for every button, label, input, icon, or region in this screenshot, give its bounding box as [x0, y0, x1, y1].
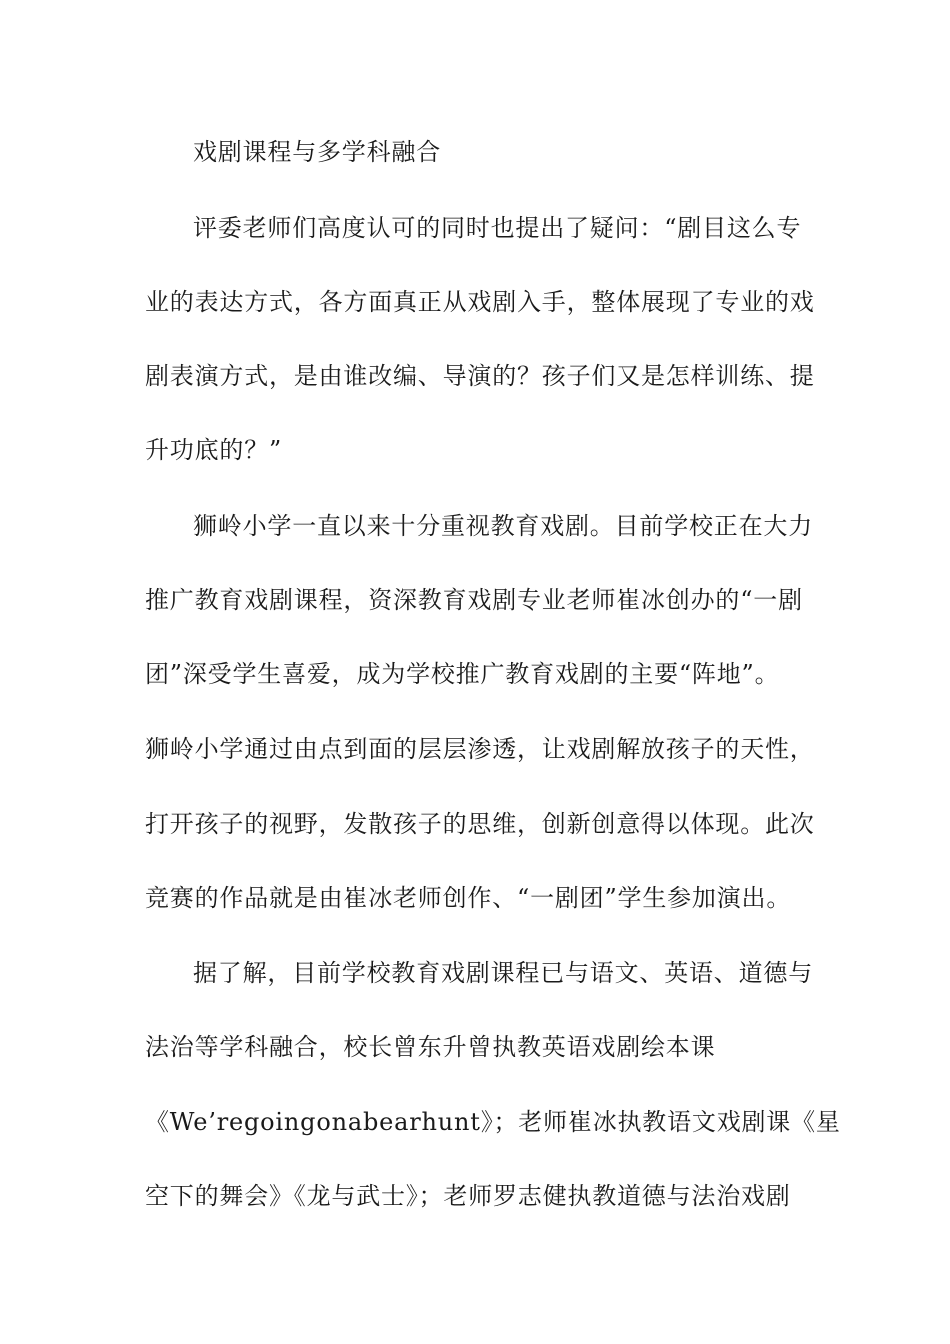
paragraph-line: 竞赛的作品就是由崔冰老师创作、“一剧团”学生参加演出。: [145, 884, 792, 912]
paragraph-line: 法治等学科融合，校长曾东升曾执教英语戏剧绘本课: [145, 1033, 716, 1061]
paragraph-line: 团”深受学生喜爱，成为学校推广教育戏剧的主要“阵地”。: [145, 660, 780, 688]
paragraph-line: 据了解，目前学校教育戏剧课程已与语文、英语、道德与: [193, 959, 813, 987]
paragraph-line: 空下的舞会》《龙与武士》；老师罗志健执教道德与法治戏剧: [145, 1182, 791, 1210]
section-heading: 戏剧课程与多学科融合: [193, 138, 441, 166]
paragraph-line: 狮岭小学通过由点到面的层层渗透，让戏剧解放孩子的天性，: [145, 735, 815, 763]
paragraph-line: 业的表达方式，各方面真正从戏剧入手，整体展现了专业的戏: [145, 288, 815, 316]
paragraph-line: 剧表演方式，是由谁改编、导演的？孩子们又是怎样训练、提: [145, 362, 815, 390]
paragraph-line: 《We’regoingonabearhunt》；老师崔冰执教语文戏剧课《星: [145, 1108, 841, 1136]
paragraph-line: 狮岭小学一直以来十分重视教育戏剧。目前学校正在大力: [193, 512, 813, 540]
paragraph-line: 升功底的？”: [145, 436, 283, 464]
paragraph-line: 评委老师们高度认可的同时也提出了疑问：“剧目这么专: [193, 214, 802, 242]
paragraph-line: 推广教育戏剧课程，资深教育戏剧专业老师崔冰创办的“一剧: [145, 586, 803, 614]
paragraph-line: 打开孩子的视野，发散孩子的思维，创新创意得以体现。此次: [145, 810, 815, 838]
